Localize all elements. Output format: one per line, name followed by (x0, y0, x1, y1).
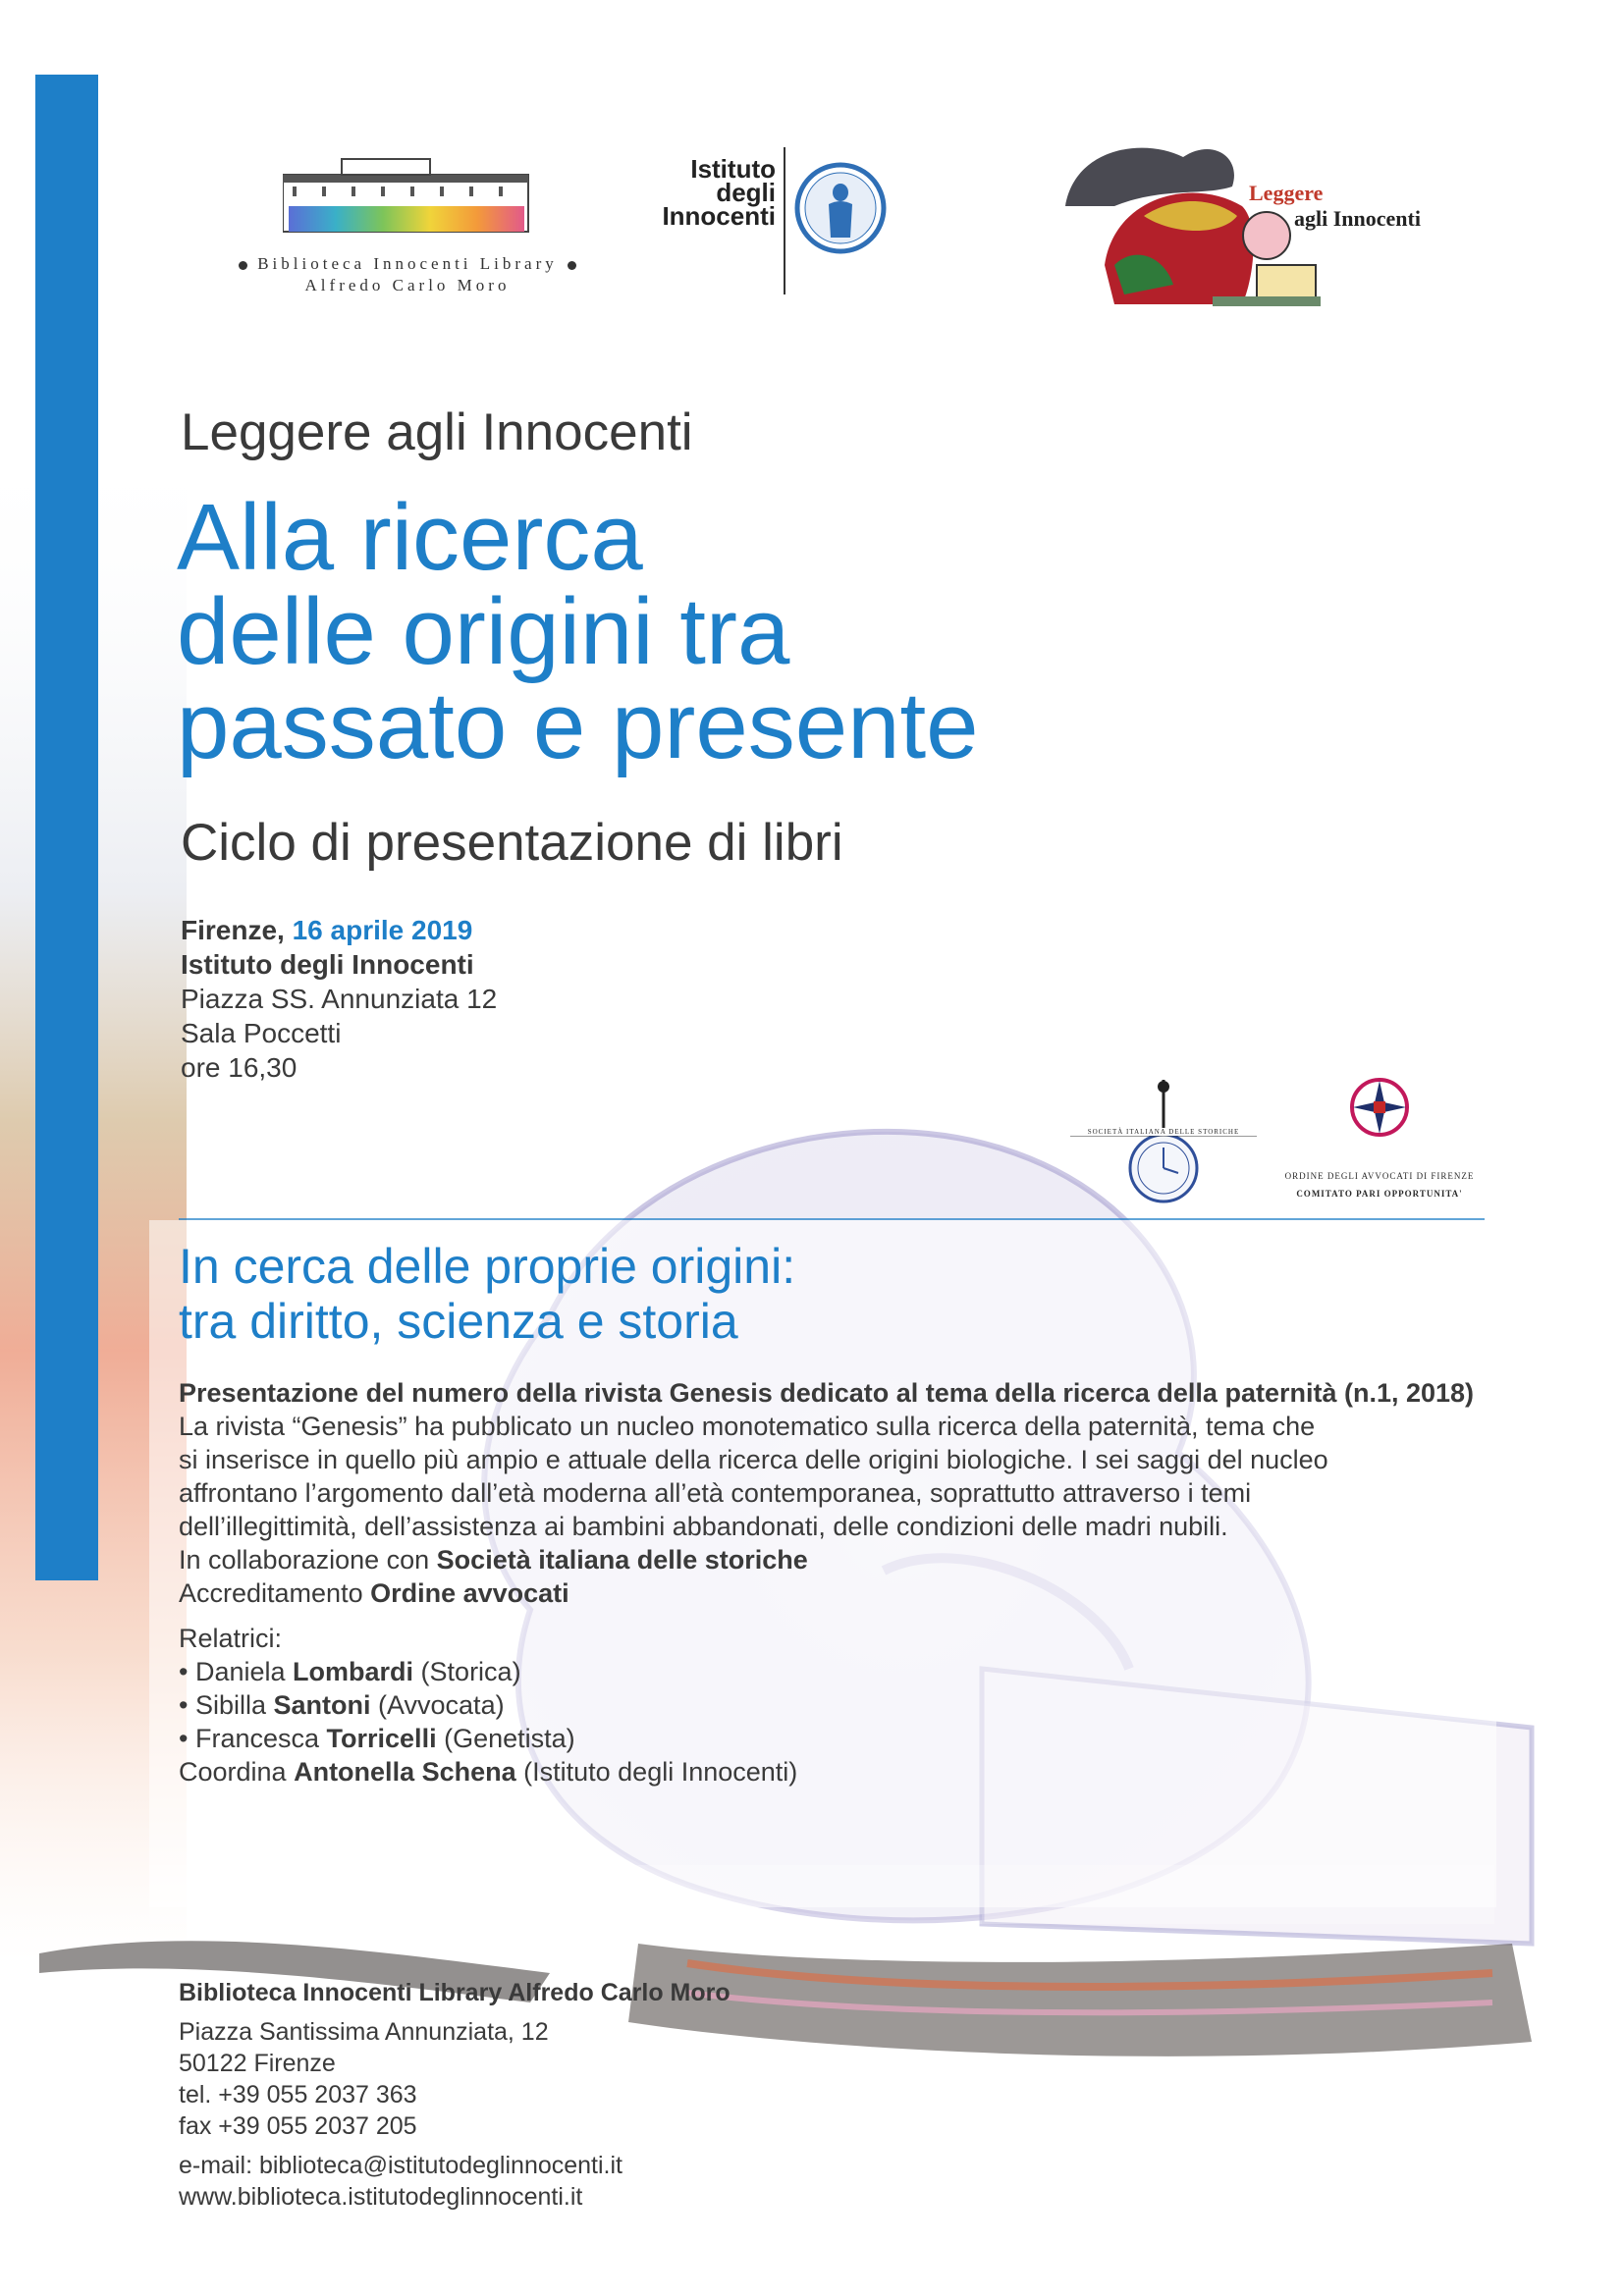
body-line: dell’illegittimità, dell’assistenza ai bambini abbandonati, delle condizioni delle madri nubili. (179, 1512, 1228, 1541)
event-time: ore 16,30 (181, 1052, 298, 1083)
footer-fax: fax +39 055 2037 205 (179, 2112, 417, 2140)
speaker-item (179, 1722, 1494, 1755)
leggere-logo-line2: agli Innocenti (1294, 206, 1421, 231)
library-caption-line2: Alfredo Carlo Moro (304, 276, 511, 294)
main-title-line1: Alla ricerca (177, 485, 643, 590)
speaker-first: Francesca (194, 1724, 327, 1753)
event-date-line (181, 913, 497, 947)
body-line: La rivista “Genesis” ha pubblicato un nucleo monotematico sulla ricerca della paternità, tema che (179, 1412, 1316, 1441)
main-title-line2: delle origini tra (177, 579, 790, 684)
istituto-innocenti-logo (658, 147, 903, 304)
body-line: affrontano l’argomento dall’età moderna all’età contemporanea, soprattutto attraverso i temi (179, 1478, 1252, 1508)
bullet-dot-icon (568, 261, 576, 270)
coord-prefix: Coordina (179, 1757, 295, 1787)
library-building-icon (283, 157, 607, 245)
collab-name: Società italiana delle storiche (436, 1545, 808, 1575)
footer-address: Piazza Santissima Annunziata, 12 (179, 2018, 549, 2046)
speaker-role: (Storica) (413, 1657, 521, 1686)
speakers-label: Relatrici: (179, 1624, 283, 1653)
event-date: 16 aprile 2019 (292, 915, 473, 945)
pocket-watch-icon (1070, 1075, 1257, 1212)
leggere-logo-line1: Leggere (1249, 181, 1324, 205)
societa-storiche-logo (1070, 1075, 1257, 1212)
section-title-line1: In cerca delle proprie origini: (179, 1239, 796, 1294)
footer-email[interactable]: e-mail: biblioteca@istitutodeglinnocenti.it (179, 2152, 623, 2179)
speaker-item (179, 1688, 1494, 1722)
speaker-last: Torricelli (326, 1724, 437, 1753)
event-city: Firenze, (181, 915, 285, 945)
istituto-logo-text (658, 154, 776, 231)
series-title: Leggere agli Innocenti (181, 403, 693, 461)
subtitle: Ciclo di presentazione di libri (181, 814, 843, 872)
ordine-avvocati-logo (1267, 1075, 1492, 1212)
blue-side-bar (35, 75, 98, 1580)
istituto-line3: Innocenti (662, 201, 776, 231)
collab-prefix: In collaborazione con (179, 1545, 437, 1575)
library-caption-line1: Biblioteca Innocenti Library (257, 254, 558, 273)
footer-contact (179, 1977, 731, 2213)
speaker-item (179, 1655, 1494, 1688)
section-title-line2: tra diritto, scienza e storia (179, 1294, 738, 1349)
speaker-role: (Avvocata) (370, 1690, 505, 1720)
main-title (177, 485, 1159, 778)
main-title-line3: passato e presente (177, 673, 979, 778)
coord-suffix: (Istituto degli Innocenti) (515, 1757, 798, 1787)
section-divider (179, 1218, 1485, 1220)
event-info (181, 913, 497, 1085)
section-title (179, 1239, 795, 1349)
accreditation-line (179, 1576, 1494, 1610)
speaker-first: Sibilla (194, 1690, 274, 1720)
sis-caption: SOCIETÀ ITALIANA DELLE STORICHE (1070, 1128, 1257, 1136)
innocenti-medallion-icon (791, 159, 890, 257)
speaker-first: Daniela (194, 1657, 294, 1686)
oaf-caption-line2: COMITATO PARI OPPORTUNITA' (1296, 1189, 1463, 1199)
coordinator-line (179, 1755, 1494, 1789)
lead-text: Presentazione del numero della rivista Genesis dedicato al tema della ricerca della paternità (n.1, 2018) (179, 1378, 1475, 1408)
event-room: Sala Poccetti (181, 1018, 342, 1048)
accred-name: Ordine avvocati (370, 1578, 569, 1608)
logo-divider (784, 147, 785, 294)
istituto-line1: Istituto (690, 154, 776, 184)
speaker-role: (Genetista) (436, 1724, 575, 1753)
speaker-last: Santoni (273, 1690, 371, 1720)
accred-prefix: Accreditamento (179, 1578, 371, 1608)
bullet-dot-icon (239, 261, 247, 270)
footer-city: 50122 Firenze (179, 2050, 336, 2077)
footer-name: Biblioteca Innocenti Library Alfredo Carlo Moro (179, 1979, 731, 2006)
body-line: si inserisce in quello più ampio e attuale della ricerca delle origini biologiche. I sei saggi del nucleo (179, 1445, 1328, 1474)
section-description (179, 1376, 1494, 1789)
coord-name: Antonella Schena (294, 1757, 516, 1787)
oaf-caption-line1: ORDINE DEGLI AVVOCATI DI FIRENZE (1284, 1171, 1475, 1181)
event-venue: Istituto degli Innocenti (181, 949, 474, 980)
istituto-line2: degli (716, 178, 776, 207)
footer-website[interactable]: www.biblioteca.istitutodeglinnocenti.it (179, 2183, 583, 2211)
library-caption (187, 253, 628, 296)
compass-rose-icon (1347, 1075, 1412, 1140)
speaker-last: Lombardi (293, 1657, 414, 1686)
event-address: Piazza SS. Annunziata 12 (181, 984, 498, 1014)
footer-tel: tel. +39 055 2037 363 (179, 2081, 417, 2109)
collaboration-line (179, 1543, 1494, 1576)
